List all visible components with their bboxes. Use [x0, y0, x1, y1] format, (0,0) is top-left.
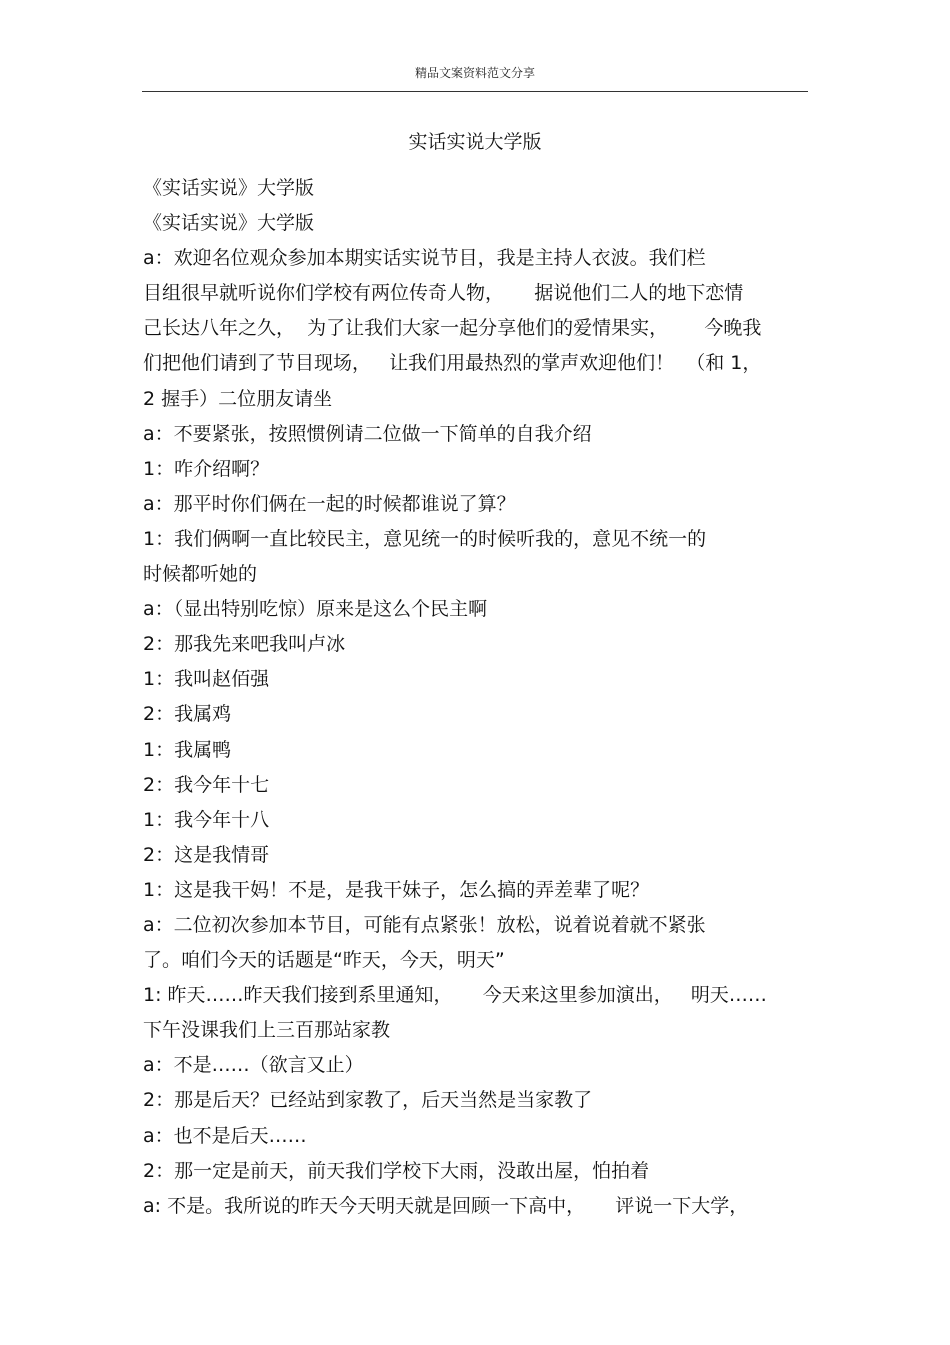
text-line: a：那平时你们俩在一起的时候都谁说了算？ — [143, 492, 516, 515]
document-body — [143, 171, 823, 1224]
text-line: 1：这是我干妈！不是，是我干妹子，怎么搞的弄差辈了呢？ — [143, 878, 650, 901]
text-line: 1：我属鸭 — [143, 738, 232, 761]
text-line: 1: 昨天……昨天我们接到系里通知， 今天来这里参加演出， 明天…… — [143, 984, 767, 1007]
text-line: a：不要紧张，按照惯例请二位做一下简单的自我介绍 — [143, 422, 592, 445]
text-line: 2：我属鸡 — [143, 703, 232, 726]
text-line: 时候都听她的 — [143, 563, 258, 586]
text-line: 2：那是后天？已经站到家教了，后天当然是当家教了 — [143, 1089, 593, 1112]
text-line: 下午没课我们上三百那站家教 — [143, 1019, 391, 1042]
text-line: 2：这是我情哥 — [143, 843, 270, 866]
text-line: 《实话实说》大学版 — [143, 212, 315, 235]
text-line: 2：我今年十七 — [143, 773, 270, 796]
text-line: 2：那一定是前天，前天我们学校下大雨，没敢出屋，怕拍着 — [143, 1159, 650, 1182]
text-line: 们把他们请到了节目现场， 让我们用最热烈的掌声欢迎他们！ （和 1， — [143, 352, 762, 375]
text-line: a：也不是后天…… — [143, 1124, 307, 1147]
text-line: a：欢迎名位观众参加本期实话实说节目，我是主持人衣波。我们栏 — [143, 247, 706, 270]
text-line: 2 握手）二位朋友请坐 — [143, 387, 333, 410]
text-line: a: 不是。我所说的昨天今天明天就是回顾一下高中， 评说一下大学， — [143, 1194, 749, 1217]
text-line: 《实话实说》大学版 — [143, 177, 315, 199]
text-line: a：二位初次参加本节目，可能有点紧张！放松，说着说着就不紧张 — [143, 913, 706, 936]
header-divider — [142, 91, 808, 92]
text-line: 目组很早就听说你们学校有两位传奇人物， 据说他们二人的地下恋情 — [143, 282, 744, 305]
text-line: 1：我叫赵佰强 — [143, 668, 270, 691]
text-line: 1：我们俩啊一直比较民主，意见统一的时候听我的，意见不统一的 — [143, 527, 707, 550]
text-line: a：（显出特别吃惊）原来是这么个民主啊 — [143, 598, 488, 621]
document-title: 实话实说大学版 — [408, 131, 542, 153]
page-header: 精品文案资料范文分享 — [414, 66, 535, 80]
text-line: 1：咋介绍啊？ — [143, 457, 270, 480]
text-line: a：不是……（欲言又止） — [143, 1054, 364, 1077]
text-line: 己长达八年之久， 为了让我们大家一起分享他们的爱情果实， 今晚我 — [143, 317, 762, 340]
text-line: 了。咱们今天的话题是“昨天，今天，明天” — [143, 949, 505, 972]
text-line: 2：那我先来吧我叫卢冰 — [143, 633, 346, 656]
text-line: 1：我今年十八 — [143, 808, 270, 831]
